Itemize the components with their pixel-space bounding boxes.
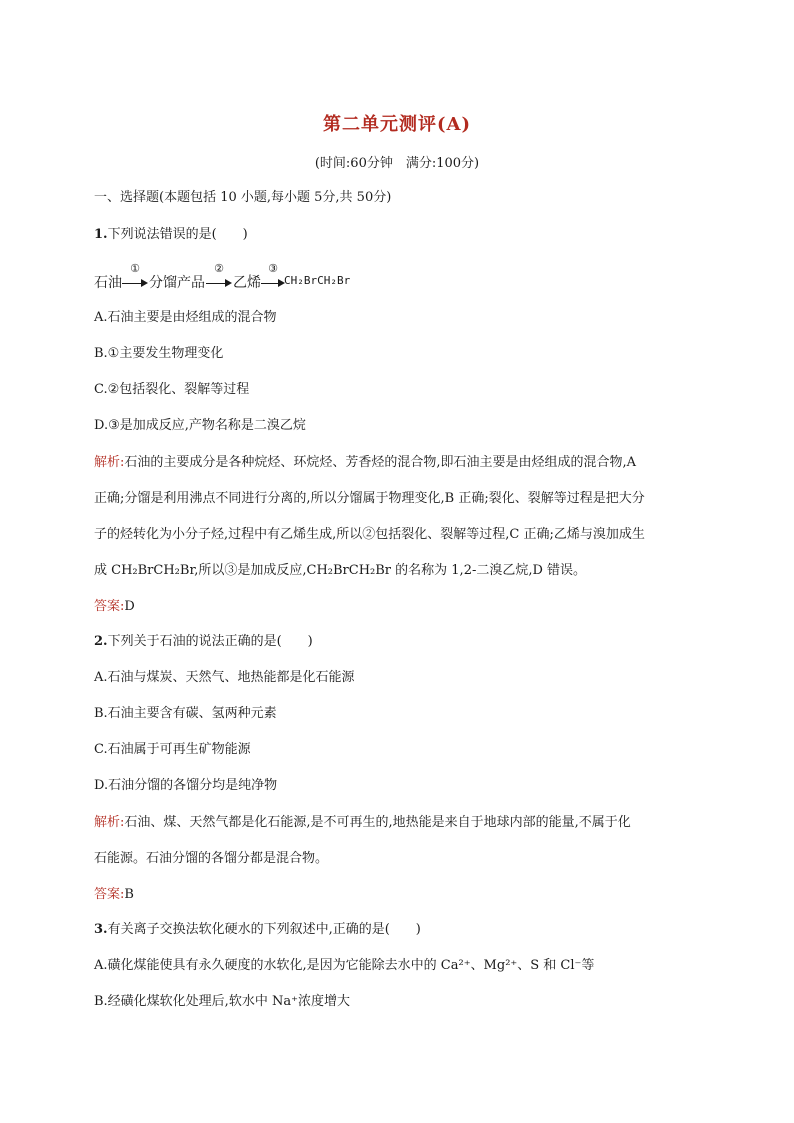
analysis-line: 解析:石油的主要成分是各种烷烃、环烷烃、芳香烃的混合物,即石油主要是由烃组成的混合物,A xyxy=(94,455,637,470)
answer-label: 答案: xyxy=(94,887,125,902)
option-b: B.经磺化煤软化处理后,软水中 Na⁺浓度增大 xyxy=(94,994,350,1009)
option-a: A.磺化煤能使具有永久硬度的水软化,是因为它能除去水中的 Ca²⁺、Mg²⁺、S 和 Cl⁻等 xyxy=(94,958,595,973)
step-label: ③ xyxy=(268,262,278,275)
answer xyxy=(94,597,135,617)
analysis-line: 子的烃转化为小分子烃,过程中有乙烯生成,所以②包括裂化、裂解等过程,C 正确;乙烯与溴加成生 xyxy=(94,527,645,542)
question-number: 2. xyxy=(94,634,108,649)
scheme-start: 石油 xyxy=(94,275,122,291)
option-a: A.石油与煤炭、天然气、地热能都是化石能源 xyxy=(94,670,355,685)
question-stem: 下列关于石油的说法正确的是( ) xyxy=(107,634,313,649)
question-3 xyxy=(94,920,421,940)
arrow-icon xyxy=(206,262,232,288)
answer-label: 答案: xyxy=(94,599,125,614)
section-heading: 一、选择题(本题包括 10 小题,每小题 5分,共 50分) xyxy=(94,190,392,205)
arrow-icon xyxy=(122,262,148,288)
question-stem: 下列说法错误的是( ) xyxy=(107,227,248,242)
option-d: D.石油分馏的各馏分均是纯净物 xyxy=(94,778,278,793)
option-b: B.石油主要含有碳、氢两种元素 xyxy=(94,706,277,721)
analysis-line: 成 CH₂BrCH₂Br,所以③是加成反应,CH₂BrCH₂Br 的名称为 1,2-二溴乙烷,D 错误。 xyxy=(94,563,587,578)
scheme-intermediate-2: 乙烯 xyxy=(233,275,261,291)
analysis-line: 解析:石油、煤、天然气都是化石能源,是不可再生的,地热能是来自于地球内部的能量,不属于化 xyxy=(94,815,631,830)
question-stem: 有关离子交换法软化硬水的下列叙述中,正确的是( ) xyxy=(107,922,421,937)
analysis-line: 石能源。石油分馏的各馏分都是混合物。 xyxy=(94,851,329,866)
analysis-line: 正确;分馏是利用沸点不同进行分离的,所以分馏属于物理变化,B 正确;裂化、裂解等过程是把大分 xyxy=(94,491,645,506)
question-number: 3. xyxy=(94,922,108,937)
answer-value: B xyxy=(124,887,134,902)
option-c: C.石油属于可再生矿物能源 xyxy=(94,742,251,757)
answer xyxy=(94,885,134,905)
analysis-label: 解析: xyxy=(94,815,125,830)
page-title: 第二单元测评(A) xyxy=(323,114,471,135)
question-number: 1. xyxy=(94,227,108,242)
step-label: ② xyxy=(214,262,224,275)
answer-value: D xyxy=(124,599,135,614)
step-label: ① xyxy=(130,262,140,275)
option-a: A.石油主要是由烃组成的混合物 xyxy=(94,310,277,325)
question-2 xyxy=(94,632,313,652)
option-c: C.②包括裂化、裂解等过程 xyxy=(94,382,250,397)
scheme-intermediate-1: 分馏产品 xyxy=(149,275,205,291)
option-d: D.③是加成反应,产物名称是二溴乙烷 xyxy=(94,418,306,433)
analysis-label: 解析: xyxy=(94,455,125,470)
scheme-product: CH₂BrCH₂Br xyxy=(284,274,351,287)
arrow-icon xyxy=(261,262,285,288)
exam-info: (时间:60分钟 满分:100分) xyxy=(314,156,480,171)
question-1 xyxy=(94,225,248,245)
option-b: B.①主要发生物理变化 xyxy=(94,346,224,361)
